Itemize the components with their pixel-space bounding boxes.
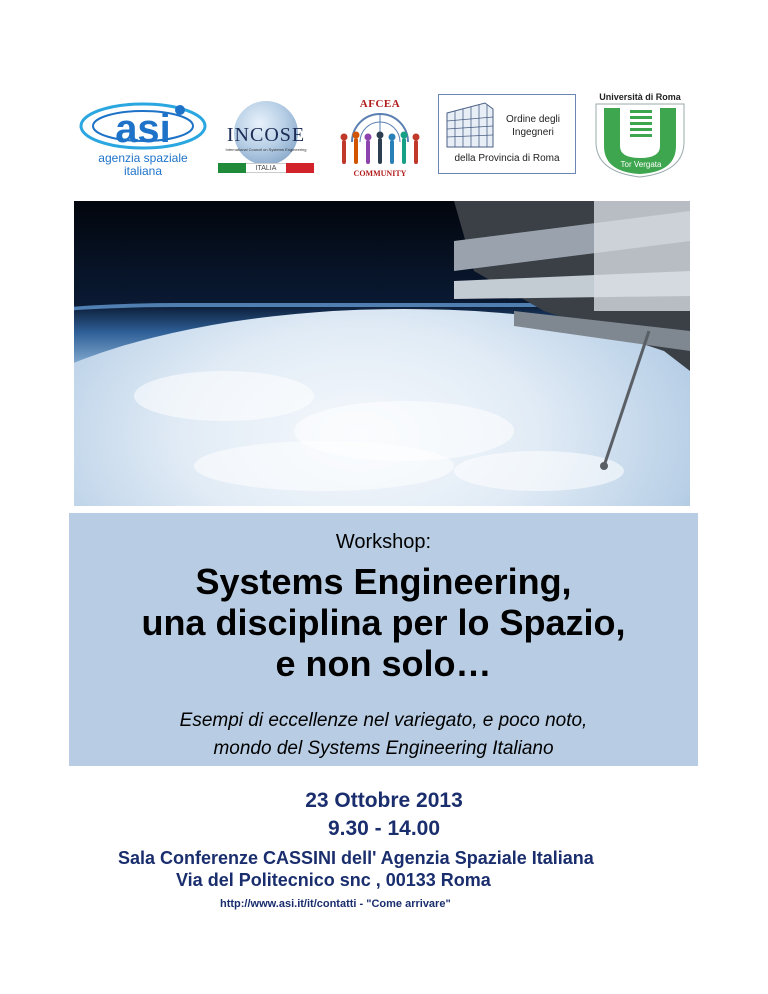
building-icon: [445, 101, 495, 149]
ordine-province: della Provincia di Roma: [454, 153, 560, 164]
tor-vergata-label: Tor Vergata: [620, 160, 662, 169]
afcea-name: AFCEA: [359, 98, 401, 110]
workshop-subtitle: [69, 707, 698, 763]
afcea-logo: [332, 92, 428, 180]
workshop-title: [69, 561, 698, 684]
workshop-panel: [69, 513, 698, 766]
space-station-icon: [74, 201, 690, 506]
workshop-subtitle-line-2: mondo del Systems Engineering Italiano: [213, 738, 554, 759]
incose-subtitle: International Council on Systems Engineering: [225, 147, 307, 152]
ordine-ingegneri-logo: [438, 94, 576, 174]
event-venue: Sala Conferenze CASSINI dell' Agenzia Spaziale Italiana: [118, 848, 594, 868]
university-name: Università di Roma: [599, 92, 681, 102]
svg-text:italiana: italiana: [123, 164, 163, 178]
event-time: 9.30 - 14.00: [327, 817, 441, 840]
incose-country: ITALIA: [246, 163, 286, 173]
tor-vergata-logo: [590, 92, 690, 178]
incose-name: INCOSE: [226, 124, 306, 146]
workshop-title-line-1: Systems Engineering,: [195, 561, 572, 602]
earth-from-space-photo: [74, 201, 690, 506]
workshop-title-line-3: e non solo…: [275, 643, 492, 684]
event-date: 23 Ottobre 2013: [305, 789, 463, 812]
workshop-title-line-2: una disciplina per lo Spazio,: [141, 602, 626, 643]
event-address: Via del Politecnico snc , 00133 Roma: [176, 870, 491, 890]
asi-logo: [77, 100, 212, 180]
incose-logo: [214, 97, 318, 175]
directions-link[interactable]: http://www.asi.it/it/contatti - "Come arrivare": [220, 898, 451, 910]
ordine-name: Ordine degli Ingegneri: [506, 114, 560, 138]
italian-flag-icon: [218, 163, 314, 173]
svg-text:agenzia spaziale: agenzia spaziale: [98, 151, 188, 165]
afcea-community: COMMUNITY: [353, 169, 407, 178]
workshop-subtitle-line-1: Esempi di eccellenze nel variegato, e poco noto,: [179, 710, 588, 731]
svg-text:asi: asi: [115, 107, 171, 151]
asi-emblem-icon: [77, 100, 212, 180]
people-globe-icon: [332, 102, 428, 170]
workshop-label: Workshop:: [335, 531, 432, 553]
